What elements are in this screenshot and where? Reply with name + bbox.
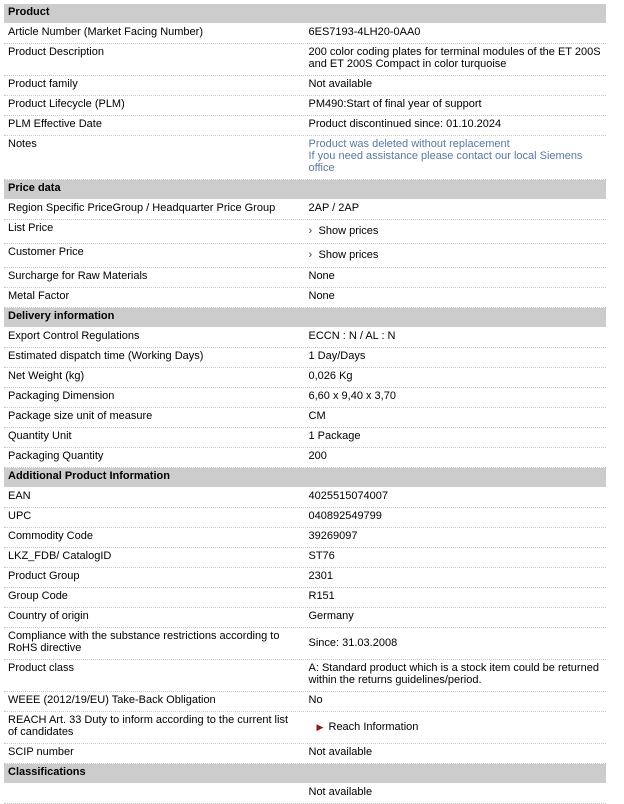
row-value — [304, 136, 606, 180]
row-value — [304, 244, 606, 268]
product-data-table-container — [4, 4, 606, 804]
row-label: Export Control Regulations — [4, 328, 304, 348]
row-quantity-unit — [4, 428, 606, 448]
row-value: 39269097 — [304, 528, 606, 548]
list-price-show-prices-link[interactable] — [309, 225, 379, 237]
row-label: Product family — [4, 76, 304, 96]
row-label: Packaging Dimension — [4, 388, 304, 408]
row-value: Product discontinued since: 01.10.2024 — [304, 116, 606, 136]
section-header-classifications — [4, 764, 606, 784]
chevron-right-icon: › — [308, 249, 313, 261]
row-value: 1 Day/Days — [304, 348, 606, 368]
row-label: Net Weight (kg) — [4, 368, 304, 388]
row-value: 4025515074007 — [304, 488, 606, 508]
row-list-price — [4, 220, 606, 244]
row-label: Notes — [4, 136, 304, 180]
row-value: A: Standard product which is a stock item could be returned within the returns guidelines/period. — [304, 660, 606, 692]
row-package-unit-measure — [4, 408, 606, 428]
row-label: UPC — [4, 508, 304, 528]
section-header-price — [4, 180, 606, 200]
show-prices-label: Show prices — [318, 225, 379, 237]
row-plm-date — [4, 116, 606, 136]
row-ean — [4, 488, 606, 508]
row-label: Surcharge for Raw Materials — [4, 268, 304, 288]
row-value: 1 Package — [304, 428, 606, 448]
row-value — [304, 712, 606, 744]
row-label: Product Description — [4, 44, 304, 76]
row-commodity-code — [4, 528, 606, 548]
row-upc — [4, 508, 606, 528]
row-surcharge — [4, 268, 606, 288]
row-label: Country of origin — [4, 608, 304, 628]
row-dispatch-time — [4, 348, 606, 368]
chevron-right-icon: › — [308, 225, 313, 237]
row-value: ST76 — [304, 548, 606, 568]
row-value: 200 color coding plates for terminal modules of the ET 200S and ET 200S Compact in color turquoise — [304, 44, 606, 76]
notes-deleted-link[interactable]: Product was deleted without replacement — [308, 138, 510, 150]
row-country-origin — [4, 608, 606, 628]
section-title: Classifications — [4, 764, 606, 784]
row-label: Compliance with the substance restrictions according to RoHS directive — [4, 628, 304, 660]
row-value — [304, 220, 606, 244]
row-value: 040892549799 — [304, 508, 606, 528]
section-header-product — [4, 4, 606, 24]
row-label: Quantity Unit — [4, 428, 304, 448]
row-metal-factor — [4, 288, 606, 308]
row-label: Product Group — [4, 568, 304, 588]
section-header-additional — [4, 468, 606, 488]
row-value: None — [304, 268, 606, 288]
row-value: CM — [304, 408, 606, 428]
row-value: 2AP / 2AP — [304, 200, 606, 220]
row-value: No — [304, 692, 606, 712]
row-region-price-group — [4, 200, 606, 220]
row-label: Packaging Quantity — [4, 448, 304, 468]
row-notes — [4, 136, 606, 180]
row-catalog-id — [4, 548, 606, 568]
row-value: Since: 31.03.2008 — [304, 628, 606, 660]
row-label: Product Lifecycle (PLM) — [4, 96, 304, 116]
row-product-class — [4, 660, 606, 692]
row-scip-number — [4, 744, 606, 764]
row-value: 6ES7193-4LH20-0AA0 — [304, 24, 606, 44]
row-value: Not available — [304, 784, 606, 804]
row-value: PM490:Start of final year of support — [304, 96, 606, 116]
row-article-number — [4, 24, 606, 44]
row-label: Region Specific PriceGroup / Headquarter Price Group — [4, 200, 304, 220]
row-label: Article Number (Market Facing Number) — [4, 24, 304, 44]
row-value: 200 — [304, 448, 606, 468]
row-label: List Price — [4, 220, 304, 244]
row-label: Commodity Code — [4, 528, 304, 548]
row-net-weight — [4, 368, 606, 388]
row-packaging-dimension — [4, 388, 606, 408]
show-prices-label: Show prices — [318, 249, 379, 261]
row-label: REACH Art. 33 Duty to inform according to the current list of candidates — [4, 712, 304, 744]
row-value: 0,026 Kg — [304, 368, 606, 388]
row-product-lifecycle — [4, 96, 606, 116]
row-label: SCIP number — [4, 744, 304, 764]
section-title: Price data — [4, 180, 606, 200]
product-data-table — [4, 4, 606, 804]
row-value: Not available — [304, 744, 606, 764]
row-value: 2301 — [304, 568, 606, 588]
row-label: Product class — [4, 660, 304, 692]
row-value: None — [304, 288, 606, 308]
row-label: PLM Effective Date — [4, 116, 304, 136]
row-label: Group Code — [4, 588, 304, 608]
row-label: Metal Factor — [4, 288, 304, 308]
triangle-right-icon: ▶ — [316, 722, 324, 732]
row-value: 6,60 x 9,40 x 3,70 — [304, 388, 606, 408]
row-product-family — [4, 76, 606, 96]
row-value: Not available — [304, 76, 606, 96]
row-export-control — [4, 328, 606, 348]
row-product-description — [4, 44, 606, 76]
row-label: LKZ_FDB/ CatalogID — [4, 548, 304, 568]
row-value: ECCN : N / AL : N — [304, 328, 606, 348]
row-weee — [4, 692, 606, 712]
row-value: Germany — [304, 608, 606, 628]
row-packaging-quantity — [4, 448, 606, 468]
section-header-delivery — [4, 308, 606, 328]
row-value: R151 — [304, 588, 606, 608]
customer-price-show-prices-link[interactable] — [309, 249, 379, 261]
row-reach — [4, 712, 606, 744]
row-label: WEEE (2012/19/EU) Take-Back Obligation — [4, 692, 304, 712]
row-label: Customer Price — [4, 244, 304, 268]
row-label — [4, 784, 304, 804]
row-label: EAN — [4, 488, 304, 508]
row-rohs-compliance — [4, 628, 606, 660]
row-group-code — [4, 588, 606, 608]
row-product-group — [4, 568, 606, 588]
section-title: Product — [4, 4, 606, 24]
row-label: Estimated dispatch time (Working Days) — [4, 348, 304, 368]
row-customer-price — [4, 244, 606, 268]
notes-contact-link[interactable]: If you need assistance please contact our local Siemens office — [308, 150, 583, 174]
row-label: Package size unit of measure — [4, 408, 304, 428]
section-title: Delivery information — [4, 308, 606, 328]
reach-information-label: Reach Information — [328, 721, 419, 733]
section-title: Additional Product Information — [4, 468, 606, 488]
reach-information-link[interactable] — [309, 721, 419, 733]
row-classifications — [4, 784, 606, 804]
